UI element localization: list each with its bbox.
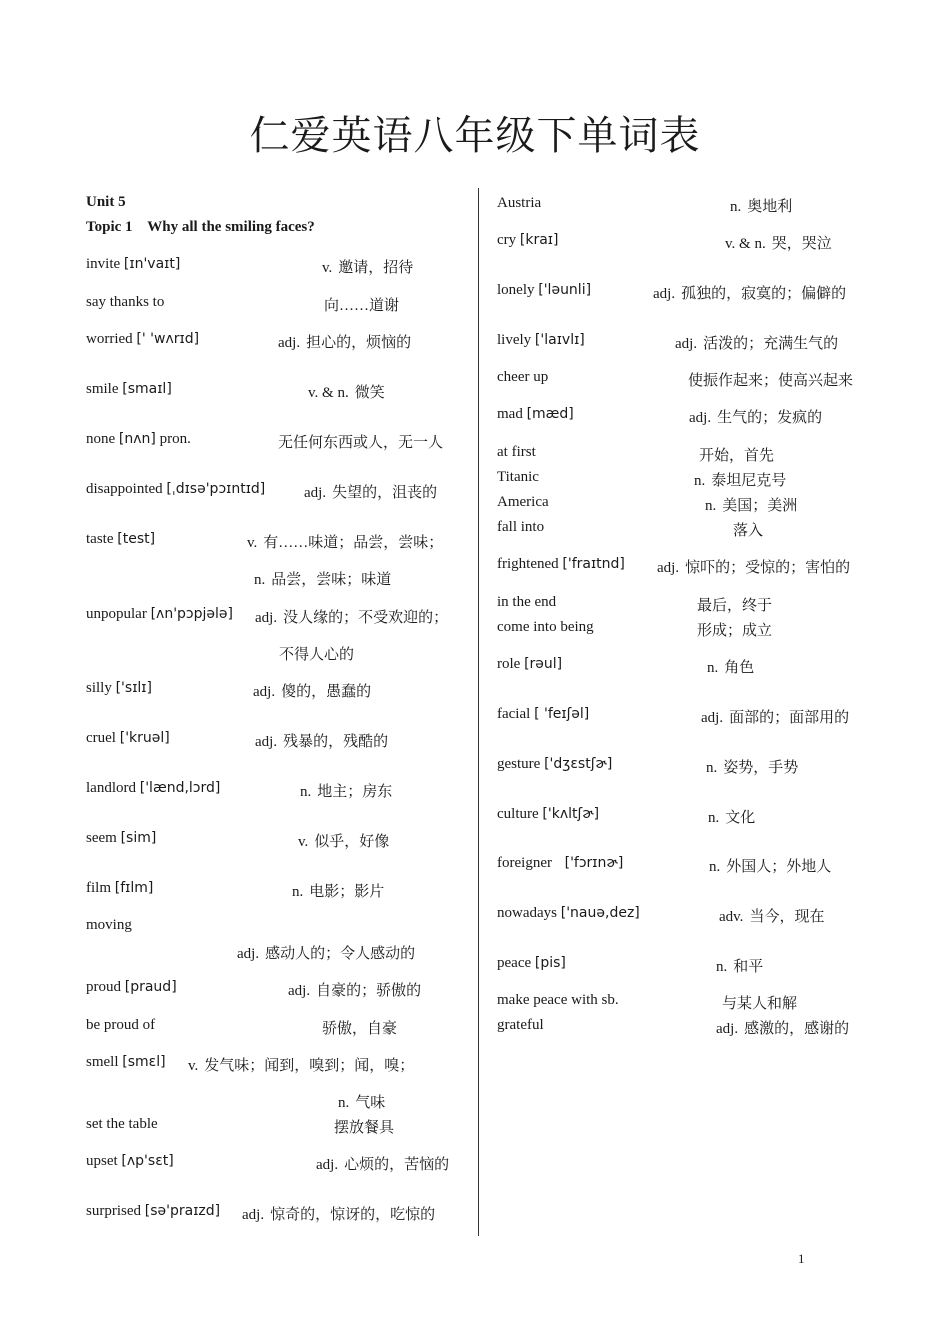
phonetic: ['nauə,dez] [560,905,640,921]
phonetic: [ɪn'vaɪt] [123,256,181,272]
phonetic: ['dʒɛstʃɚ] [544,756,613,772]
vocab-word [497,992,619,1009]
meaning: 无任何东西或人，无一人 [278,435,444,451]
part-of-speech: adj. [675,336,698,352]
word-text: frightened [497,556,559,572]
part-of-speech: v. & n. [725,236,766,252]
word-text: in the end [497,594,557,610]
meaning: 心烦的，苦恼的 [344,1157,450,1173]
word-text: Titanic [497,469,539,485]
vocab-word [86,256,180,273]
meaning: 骄傲，自豪 [322,1021,398,1037]
phonetic: ['kʌltʃɚ] [542,806,600,822]
part-of-speech: adj. [242,1207,265,1223]
word-text: come into being [497,619,594,635]
vocab-word [497,556,625,573]
translation [699,444,774,465]
meaning: 和平 [733,959,764,975]
vocab-word [86,1203,220,1220]
translation [697,594,772,615]
translation [657,556,850,577]
phonetic: ['lænd,lɔrd] [139,780,221,796]
phonetic: [fɪlm] [114,880,154,896]
phonetic: [smaɪl] [122,381,172,397]
vocab-word [497,955,566,972]
translation [278,331,411,352]
page-number: 1 [798,1251,805,1266]
word-text: Austria [497,195,542,211]
phonetic: [sə'praɪzd] [144,1203,221,1219]
translation [255,606,448,627]
vocab-word [497,332,585,349]
word-text: be proud of [86,1017,156,1033]
translation [716,955,763,976]
part-of-speech: v. [322,260,333,276]
part-of-speech: adj. [304,485,327,501]
phonetic: [ 'feɪʃəl] [534,706,590,722]
part-of-speech: adj. [689,410,712,426]
vocab-word [86,481,265,498]
vocab-word [86,381,172,398]
vocab-word [497,282,591,299]
translation [322,256,413,277]
word-text: worried [86,331,133,347]
word-text: proud [86,979,121,995]
translation [253,680,371,701]
vocab-word [497,195,541,212]
meaning: 没人缘的；不受欢迎的； [283,610,449,626]
phonetic: ['laɪvlɪ] [534,332,585,348]
meaning: 残暴的，残酷的 [283,734,389,750]
meaning: 与某人和解 [722,996,798,1012]
vocab-word [497,806,599,823]
meaning: 失望的，沮丧的 [332,485,438,501]
phonetic: [ʌn'pɔpjələ] [150,606,233,622]
meaning: 惊奇的，惊讶的，吃惊的 [270,1207,436,1223]
meaning: 微笑 [354,385,385,401]
meaning: 面部的；面部用的 [729,710,850,726]
meaning: 文化 [725,810,756,826]
translation [338,1091,385,1112]
vocab-word [86,606,233,623]
word-text: smell [86,1054,119,1070]
word-text: mad [497,406,523,422]
meaning: 使振作起来；使高兴起来 [688,373,854,389]
meaning: 感激的，感谢的 [744,1021,850,1037]
phonetic: [ˌdɪsə'pɔɪntɪd] [166,481,266,497]
part-of-speech: n. [709,859,721,875]
part-of-speech: pron. [159,431,191,447]
phonetic: [smɛl] [122,1054,166,1070]
meaning: 生气的；发疯的 [717,410,823,426]
vocab-word [86,531,155,548]
word-text: role [497,656,521,672]
vocab-word [497,444,536,461]
vocab-word [497,369,548,386]
translation [709,855,831,876]
phonetic: [pis] [534,955,566,971]
translation [334,1116,394,1137]
phonetic: ['fraɪtnd] [562,556,625,572]
meaning: 泰坦尼克号 [711,473,787,489]
translation [254,568,391,589]
translation [733,519,763,540]
part-of-speech: n. [292,884,304,900]
meaning: 不得人心的 [279,647,355,663]
translation [292,880,384,901]
translation [707,656,754,677]
meaning: 自豪的；骄傲的 [316,983,422,999]
phonetic: [ʌp'sɛt] [121,1153,174,1169]
meaning: 有……味道；品尝，尝味； [263,535,444,551]
translation [688,369,853,390]
translation [653,282,846,303]
vocab-word [497,469,539,486]
translation [242,1203,435,1224]
word-text: silly [86,680,112,696]
word-text: film [86,880,111,896]
phonetic: [mæd] [526,406,574,422]
vocab-word [86,1153,174,1170]
meaning: 外国人；外地人 [726,859,832,875]
word-text: upset [86,1153,118,1169]
part-of-speech: adj. [278,335,301,351]
part-of-speech: n. [338,1095,350,1111]
translation [255,730,388,751]
phonetic: [nʌn] [118,431,156,447]
vocab-word [86,979,177,996]
meaning: 傻的，愚蠢的 [281,684,372,700]
translation [188,1054,414,1075]
part-of-speech: v. & n. [308,385,349,401]
word-text: say thanks to [86,294,165,310]
meaning: 品尝，尝味；味道 [271,572,392,588]
meaning: 哭，哭泣 [771,236,832,252]
vocab-word [86,1116,158,1133]
vocab-word [497,756,612,773]
vocab-word [497,619,594,636]
translation [716,1017,849,1038]
phonetic: ['sɪlɪ] [115,680,152,696]
phonetic: ['kruəl] [119,730,170,746]
page-title: 仁爱英语八年级下单词表 [249,113,701,159]
part-of-speech: v. [298,834,309,850]
vocab-word [86,917,132,934]
phonetic: [rəul] [524,656,563,672]
word-text: make peace with sb. [497,992,619,1008]
meaning: 角色 [724,660,755,676]
meaning: 落入 [733,523,764,539]
part-of-speech: adj. [316,1157,339,1173]
word-text: grateful [497,1017,544,1033]
part-of-speech: n. [708,810,720,826]
word-text: moving [86,917,132,933]
word-text: America [497,494,549,510]
translation [689,406,822,427]
vocab-word [497,656,562,673]
unit-heading: Unit 5 [86,194,126,210]
word-text: none [86,431,116,447]
part-of-speech: adj. [657,560,680,576]
part-of-speech: adv. [719,909,744,925]
phonetic: ['ləunli] [538,282,592,298]
word-text: foreigner [497,855,552,871]
part-of-speech: n. [730,199,742,215]
translation [304,481,437,502]
vocab-word [86,331,199,348]
word-text: fall into [497,519,545,535]
part-of-speech: adj. [237,946,260,962]
word-text: cruel [86,730,116,746]
part-of-speech: v. [247,535,258,551]
part-of-speech: n. [694,473,706,489]
word-text: lonely [497,282,535,298]
part-of-speech: adj. [653,286,676,302]
word-text: peace [497,955,532,971]
part-of-speech: n. [716,959,728,975]
meaning: 活泼的；充满生气的 [703,336,839,352]
translation [725,232,832,253]
meaning: 最后，终于 [697,598,773,614]
meaning: 形成；成立 [697,623,773,639]
word-text: smile [86,381,119,397]
part-of-speech: adj. [701,710,724,726]
translation [719,905,824,926]
translation [706,756,798,777]
vocab-word [497,905,640,922]
word-text: set the table [86,1116,158,1132]
word-text: lively [497,332,532,348]
meaning: 惊吓的；受惊的；害怕的 [685,560,851,576]
meaning: 担心的，烦恼的 [306,335,412,351]
meaning: 美国；美洲 [722,498,798,514]
meaning: 开始，首先 [699,448,775,464]
vocab-word [497,519,544,536]
translation [697,619,772,640]
word-text: gesture [497,756,541,772]
vocab-word [86,780,220,797]
translation [730,195,792,216]
vocab-word [86,830,156,847]
phonetic: [' 'wʌrɪd] [136,331,200,347]
part-of-speech: n. [300,784,312,800]
part-of-speech: v. [188,1058,199,1074]
translation [278,431,443,452]
vocab-word [86,730,170,747]
word-text: taste [86,531,114,547]
word-text: seem [86,830,117,846]
vocab-word [86,880,153,897]
vocab-word [86,431,191,448]
vocab-word [86,680,152,697]
word-text: cheer up [497,369,549,385]
word-text: landlord [86,780,136,796]
part-of-speech: n. [707,660,719,676]
vocab-word [86,1054,166,1071]
phonetic: [sim] [120,830,157,846]
part-of-speech: adj. [253,684,276,700]
part-of-speech: n. [706,760,718,776]
word-text: at first [497,444,536,460]
part-of-speech: n. [705,498,717,514]
vocab-word [497,855,623,872]
part-of-speech: n. [254,572,266,588]
vocab-word [86,294,164,311]
column-divider [478,188,479,1236]
meaning: 电影；影片 [309,884,385,900]
phonetic: [kraɪ] [519,232,559,248]
vocab-word [497,594,556,611]
translation [279,643,354,664]
translation [237,942,415,963]
word-text: surprised [86,1203,141,1219]
word-text: facial [497,706,531,722]
part-of-speech: adj. [288,983,311,999]
vocab-word [86,1017,155,1034]
meaning: 向……道谢 [324,298,400,314]
word-text: unpopular [86,606,147,622]
vocab-word [497,232,558,249]
translation [300,780,392,801]
translation [675,332,838,353]
meaning: 地主；房东 [317,784,393,800]
translation [316,1153,449,1174]
meaning: 发气味；闻到，嗅到；闻，嗅； [204,1058,415,1074]
meaning: 邀请，招待 [338,260,414,276]
translation [298,830,389,851]
translation [324,294,399,315]
vocab-word [497,406,574,423]
meaning: 气味 [355,1095,386,1111]
topic-heading: Topic 1 Why all the smiling faces? [86,219,315,235]
translation [247,531,443,552]
translation [722,992,797,1013]
word-text: disappointed [86,481,163,497]
word-text: nowadays [497,905,557,921]
meaning: 感动人的；令人感动的 [265,946,416,962]
translation [701,706,849,727]
translation [694,469,786,490]
translation [288,979,421,1000]
vocab-word [497,1017,544,1034]
phonetic: [praud] [124,979,177,995]
word-text: cry [497,232,517,248]
meaning: 当今，现在 [749,909,825,925]
meaning: 孤独的，寂寞的；偏僻的 [681,286,847,302]
meaning: 似乎，好像 [314,834,390,850]
meaning: 摆放餐具 [334,1120,395,1136]
vocab-word [497,706,589,723]
vocab-word [497,494,549,511]
translation [705,494,797,515]
meaning: 姿势，手势 [723,760,799,776]
word-text: culture [497,806,539,822]
part-of-speech: adj. [255,610,278,626]
word-text: invite [86,256,121,272]
phonetic: ['fɔrɪnɚ] [555,855,624,871]
phonetic: [test] [117,531,156,547]
part-of-speech: adj. [716,1021,739,1037]
translation [708,806,755,827]
translation [322,1017,397,1038]
meaning: 奥地利 [747,199,793,215]
translation [308,381,385,402]
part-of-speech: adj. [255,734,278,750]
